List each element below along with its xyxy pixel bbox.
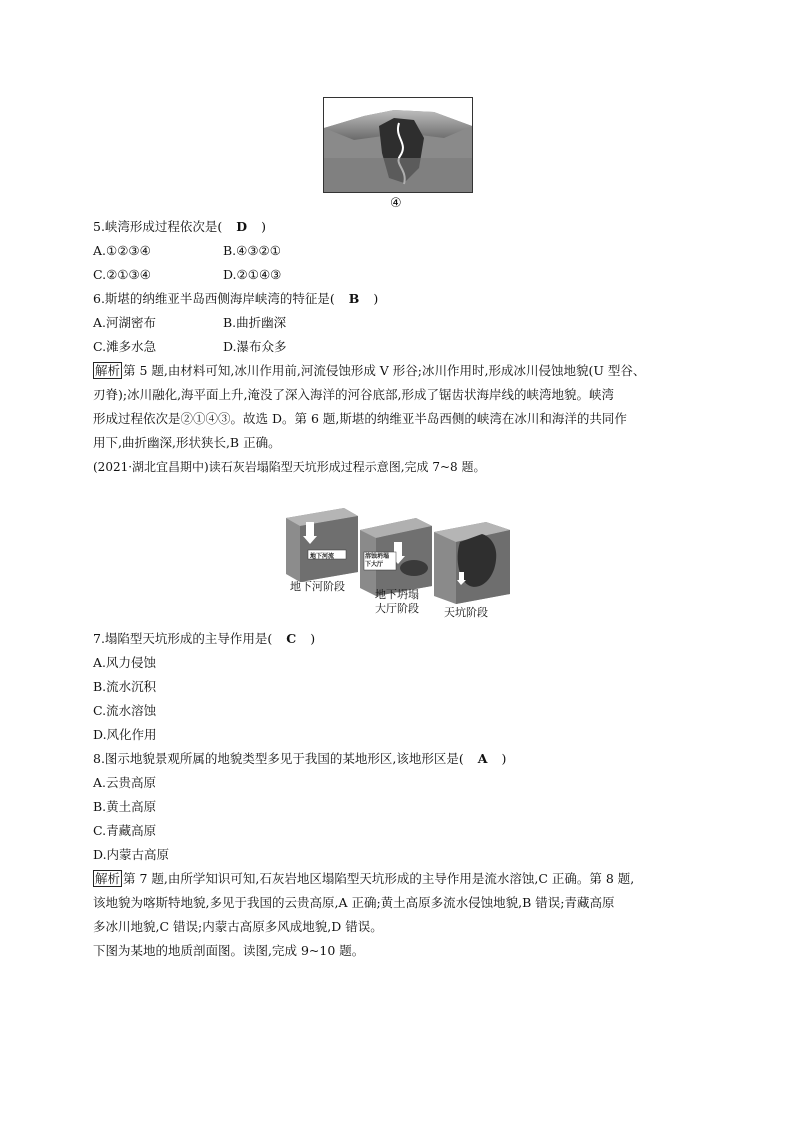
analysis-1-line-3: 形成过程依次是②①④③。故选 D。第 6 题,斯堪的纳维亚半岛西侧的峡湾在冰川和海洋的共同作 bbox=[93, 411, 627, 426]
question-5-stem bbox=[93, 218, 266, 236]
analysis-1-line-1 bbox=[93, 362, 645, 380]
q5-option-c: C.②①③④ bbox=[93, 267, 151, 282]
analysis-1-line-2: 刃脊);冰川融化,海平面上升,淹没了深入海洋的河谷底部,形成了锯齿状海岸线的峡湾地貌。峡湾 bbox=[93, 387, 615, 402]
q8-option-c: C.青藏高原 bbox=[93, 823, 157, 838]
q8-stem-text: 8.图示地貌景观所属的地貌类型多见于我国的某地形区,该地形区是( bbox=[93, 751, 464, 766]
q5-stem-text: 5.峡湾形成过程依次是( bbox=[93, 219, 223, 234]
q5-option-d: D.②①④③ bbox=[222, 267, 282, 282]
analysis-1-line-4: 用下,曲折幽深,形状狭长,B 正确。 bbox=[93, 435, 281, 450]
label-stage-1: 地下河阶段 bbox=[290, 580, 345, 593]
q6-options-row-2 bbox=[93, 338, 287, 356]
analysis-1-text-1: 第 5 题,由材料可知,冰川作用前,河流侵蚀形成 V 形谷;冰川作用时,形成冰川侵蚀地貌(U 型谷、 bbox=[123, 363, 646, 378]
intro-q7-8: (2021·湖北宜昌期中)读石灰岩塌陷型天坑形成过程示意图,完成 7~8 题。 bbox=[93, 460, 486, 474]
intro-q9-10: 下图为某地的地质剖面图。读图,完成 9~10 题。 bbox=[93, 943, 365, 958]
analysis-2-line-2: 该地貌为喀斯特地貌,多见于我国的云贵高原,A 正确;黄土高原多流水侵蚀地貌,B 错误;青藏高原 bbox=[93, 895, 615, 910]
q5-options-row-1 bbox=[93, 242, 281, 260]
question-7-stem bbox=[93, 630, 315, 648]
q7-option-c: C.流水溶蚀 bbox=[93, 703, 157, 718]
q8-option-d: D.内蒙古高原 bbox=[93, 847, 170, 862]
fjord-block-diagram bbox=[323, 97, 473, 193]
label-stage-2b: 大厅阶段 bbox=[375, 602, 419, 615]
q5-option-a: A.①②③④ bbox=[93, 243, 151, 258]
q5-option-b: B.④③②① bbox=[222, 243, 281, 258]
q6-answer: B bbox=[348, 291, 360, 306]
question-8-stem bbox=[93, 750, 506, 768]
q6-stem-text: 6.斯堪的纳维亚半岛西侧海岸峡湾的特征是( bbox=[93, 291, 335, 306]
q6-close: ) bbox=[373, 291, 379, 306]
label-stage-3: 天坑阶段 bbox=[444, 606, 488, 619]
q6-option-d: D.瀑布众多 bbox=[222, 339, 287, 354]
q6-options-row-1 bbox=[93, 314, 286, 332]
q8-option-a: A.云贵高原 bbox=[93, 775, 157, 790]
label-underground-river: 地下河流 bbox=[310, 553, 335, 560]
q7-option-d: D.风化作用 bbox=[93, 727, 157, 742]
q6-option-c: C.滩多水急 bbox=[93, 339, 157, 354]
fjord-diagram-svg bbox=[324, 98, 472, 192]
q7-stem-text: 7.塌陷型天坑形成的主导作用是( bbox=[93, 631, 273, 646]
q5-options-row-2 bbox=[93, 266, 281, 284]
q8-close: ) bbox=[501, 751, 507, 766]
q6-option-b: B.曲折幽深 bbox=[222, 315, 287, 330]
analysis-2-tag: 解析 bbox=[95, 871, 121, 886]
analysis-2-text-1: 第 7 题,由所学知识可知,石灰岩地区塌陷型天坑形成的主导作用是流水溶蚀,C 正确。第 8 题, bbox=[123, 871, 635, 886]
q5-answer: D bbox=[236, 219, 248, 234]
question-6-stem bbox=[93, 290, 378, 308]
q7-option-b: B.流水沉积 bbox=[93, 679, 157, 694]
q6-option-a: A.河湖密布 bbox=[93, 315, 157, 330]
label-stage-2a: 地下坍塌 bbox=[375, 588, 419, 601]
analysis-2-line-3: 多冰川地貌,C 错误;内蒙古高原多风成地貌,D 错误。 bbox=[93, 919, 383, 934]
analysis-1-tag: 解析 bbox=[95, 363, 121, 378]
figure1-caption: ④ bbox=[390, 196, 402, 211]
q8-option-b: B.黄土高原 bbox=[93, 799, 157, 814]
q7-answer: C bbox=[286, 631, 297, 646]
analysis-2-line-1 bbox=[93, 870, 634, 888]
q8-answer: A bbox=[477, 751, 488, 766]
q7-close: ) bbox=[310, 631, 316, 646]
q7-option-a: A.风力侵蚀 bbox=[93, 655, 157, 670]
label-cave-hall: 溶蚀坍塌 下大厅 bbox=[365, 553, 390, 568]
q5-close: ) bbox=[261, 219, 267, 234]
